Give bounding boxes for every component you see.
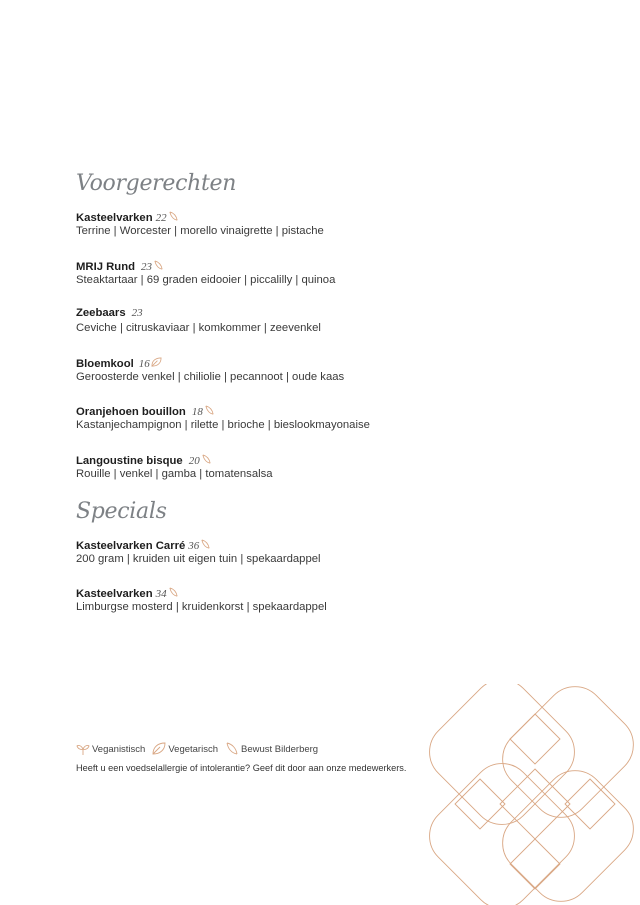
- item-price: 18: [191, 406, 203, 418]
- menu-item: [76, 356, 344, 383]
- item-name: Bloemkool: [76, 358, 134, 370]
- bilderberg-icon: [225, 742, 239, 756]
- item-description: Kastanjechampignon | rilette | brioche | bieslookmayonaise: [76, 419, 370, 431]
- item-price: 16: [138, 358, 150, 370]
- item-name: Kasteelvarken: [76, 212, 153, 224]
- menu-item: [76, 586, 327, 613]
- menu-item: [76, 538, 321, 565]
- menu-item: [76, 307, 321, 334]
- item-name: MRIJ Rund: [76, 261, 135, 273]
- bilderberg-icon: [200, 539, 211, 550]
- vegan-icon: [76, 742, 90, 756]
- item-price: 23: [141, 261, 152, 273]
- item-description: Rouille | venkel | gamba | tomatensalsa: [76, 468, 273, 480]
- allergy-note: Heeft u een voedselallergie of intolerantie? Geef dit door aan onze medewerkers.: [76, 763, 407, 773]
- item-name: Zeebaars: [76, 307, 126, 319]
- diet-legend: [76, 742, 325, 756]
- legend-vegetarian: [152, 742, 218, 756]
- decorative-ornament: [420, 684, 640, 905]
- bilderberg-icon: [168, 587, 179, 598]
- legend-label: Bewust Bilderberg: [241, 743, 319, 755]
- item-name: Langoustine bisque: [76, 455, 183, 467]
- item-price: 34: [155, 588, 167, 600]
- item-description: Ceviche | citruskaviaar | komkommer | zeevenkel: [76, 322, 321, 334]
- item-price: 20: [188, 455, 200, 467]
- vegetarian-icon: [151, 357, 162, 368]
- bilderberg-icon: [201, 454, 212, 465]
- item-description: Geroosterde venkel | chiliolie | pecannoot | oude kaas: [76, 371, 345, 383]
- vegetarian-icon: [152, 742, 166, 756]
- legend-label: Veganistisch: [92, 743, 146, 755]
- item-description: Terrine | Worcester | morello vinaigrette | pistache: [76, 225, 324, 237]
- item-name: Kasteelvarken: [76, 588, 153, 600]
- item-price: 36: [188, 540, 200, 552]
- menu-item: [76, 404, 370, 431]
- bilderberg-icon: [168, 211, 179, 222]
- bilderberg-icon: [204, 405, 215, 416]
- item-name: Oranjehoen bouillon: [76, 406, 186, 418]
- item-name: Kasteelvarken Carré: [76, 540, 186, 552]
- menu-item: [76, 453, 273, 480]
- legend-bilderberg: [225, 742, 318, 756]
- item-description: Steaktartaar | 69 graden eidooier | piccalilly | quinoa: [76, 274, 336, 286]
- section-title-voorgerechten: Voorgerechten: [76, 171, 237, 196]
- item-price: 22: [155, 212, 167, 224]
- menu-item: [76, 259, 335, 286]
- legend-label: Vegetarisch: [168, 743, 218, 755]
- item-price: 23: [131, 307, 143, 319]
- item-description: Limburgse mosterd | kruidenkorst | spekaardappel: [76, 601, 327, 613]
- legend-vegan: [76, 742, 145, 756]
- menu-item: [76, 210, 324, 237]
- bilderberg-icon: [153, 260, 164, 271]
- item-description: 200 gram | kruiden uit eigen tuin | spekaardappel: [76, 553, 321, 565]
- section-title-specials: Specials: [76, 499, 167, 524]
